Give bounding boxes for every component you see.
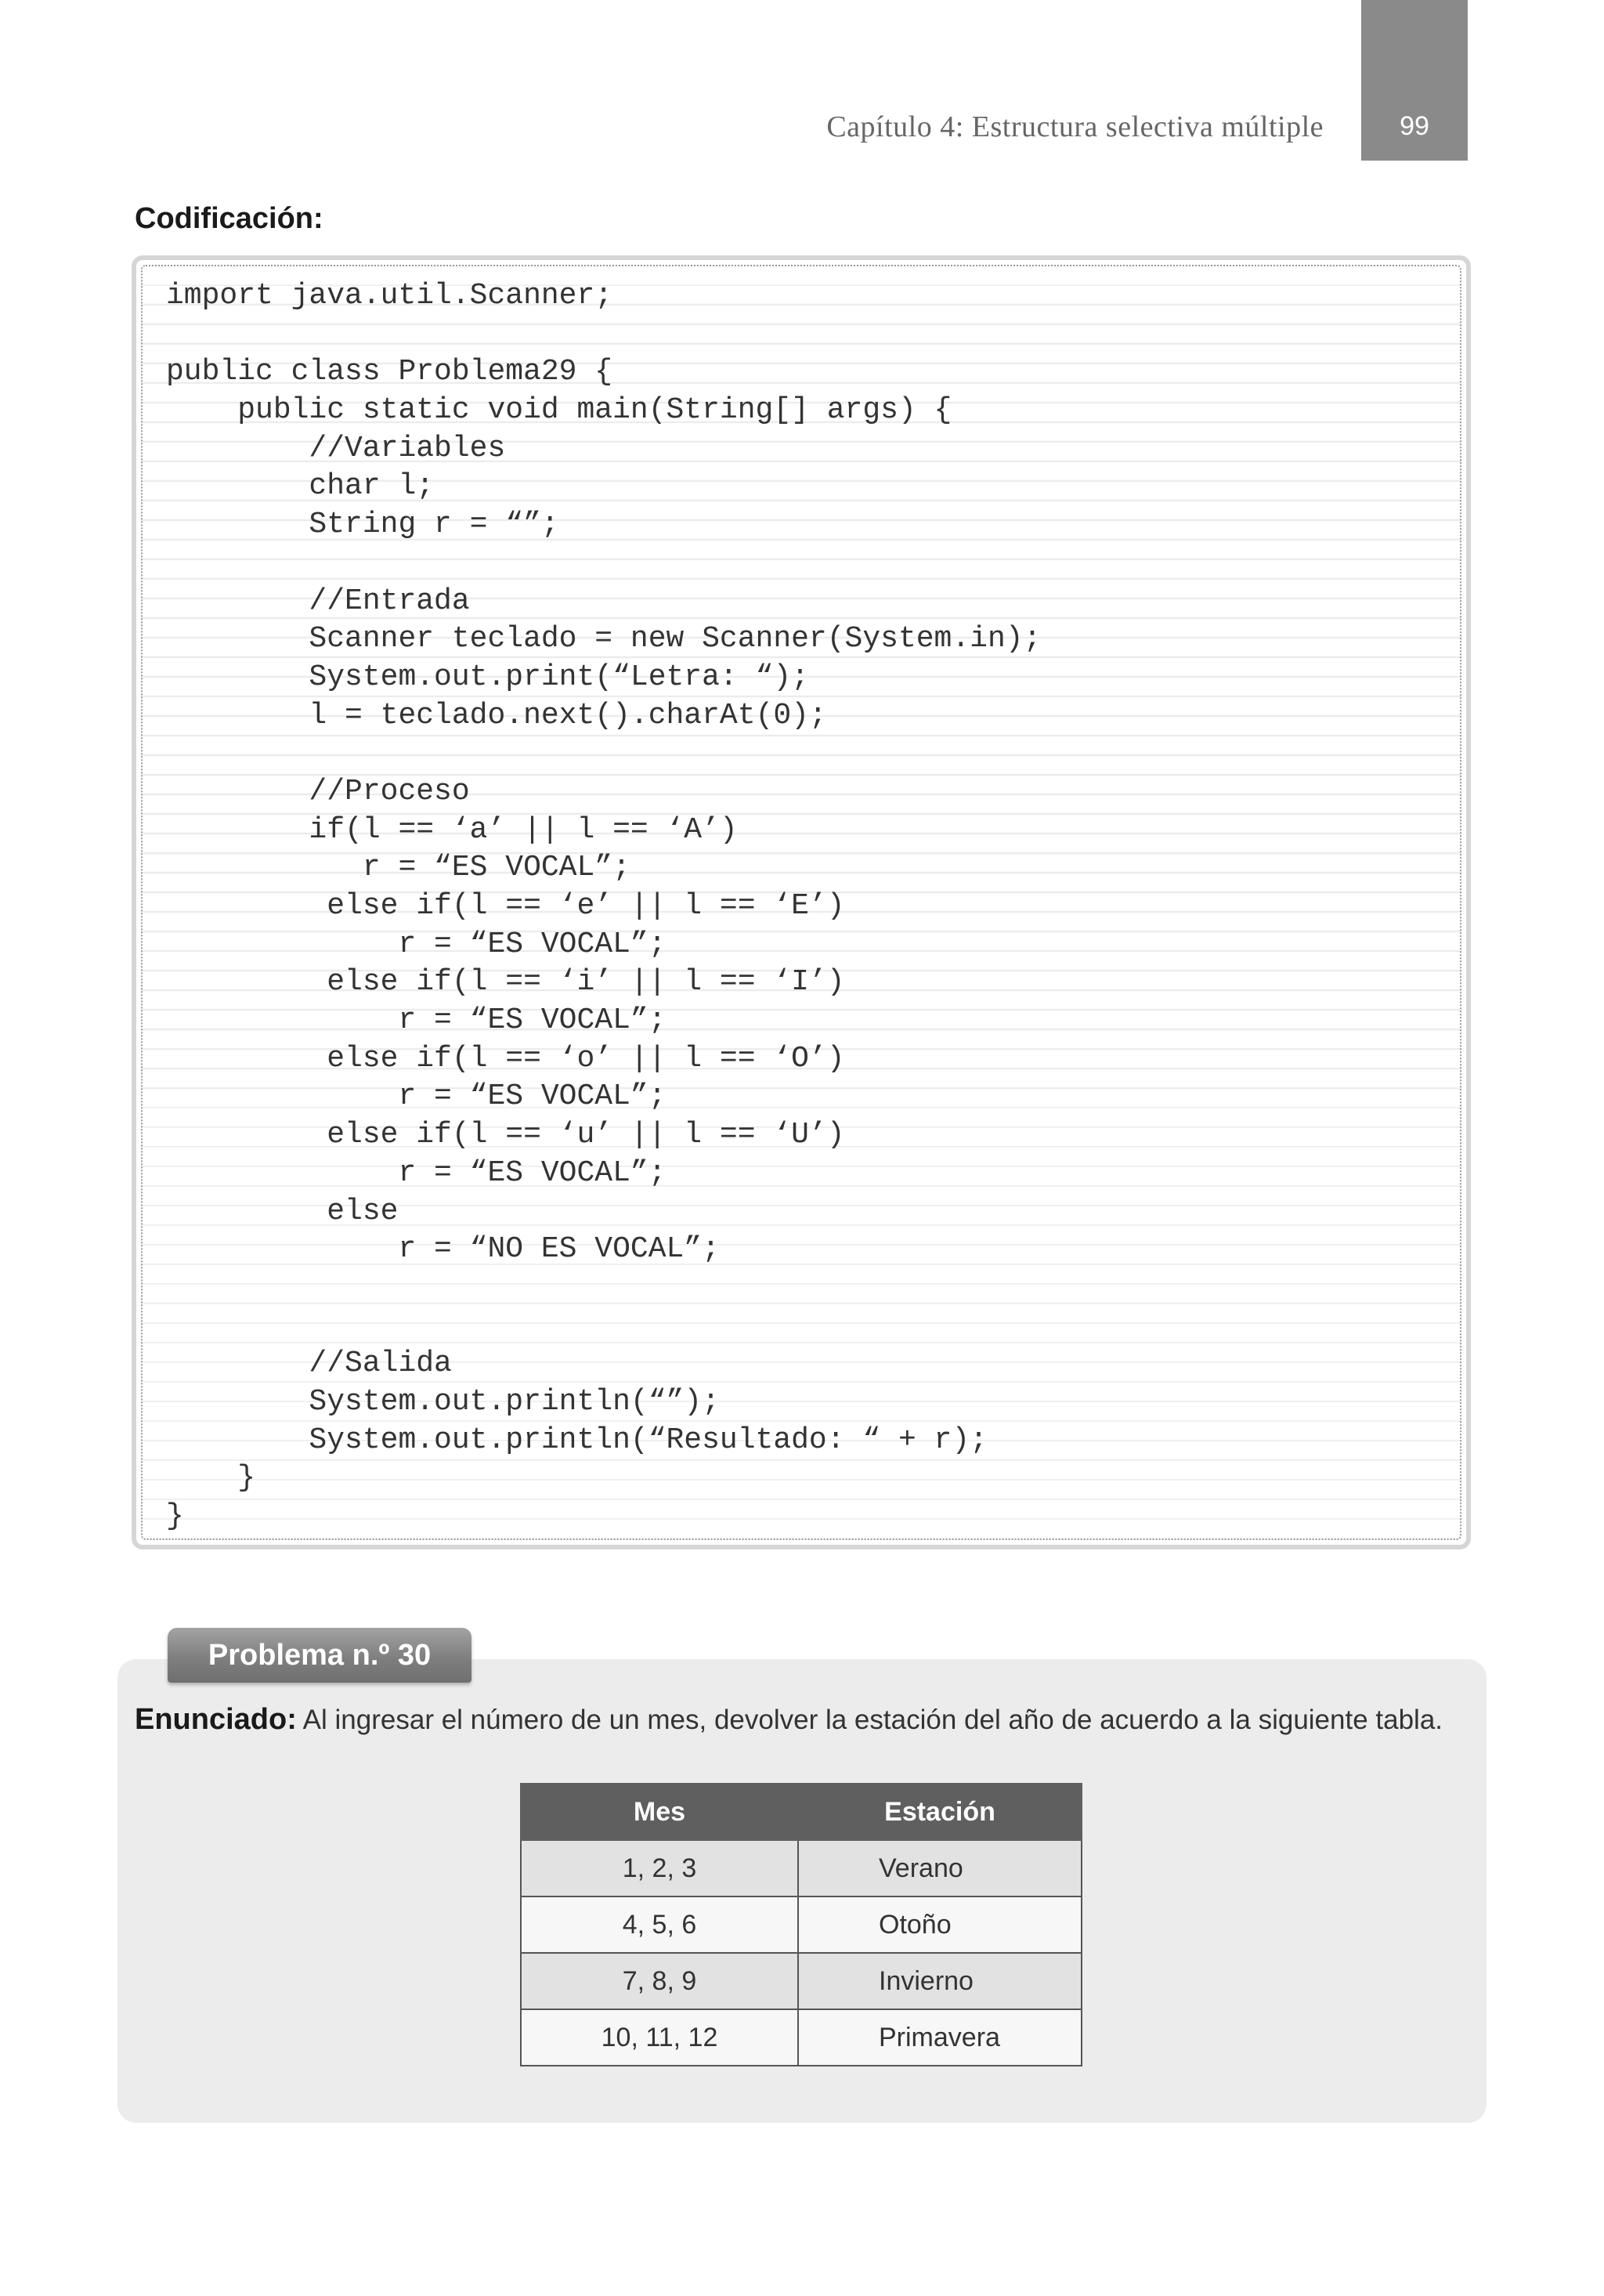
code-line: public class Problema29 {	[166, 355, 613, 389]
code-line: import java.util.Scanner;	[166, 279, 613, 313]
code-line: }	[166, 1461, 256, 1495]
code-line: else if(l == ‘u’ || l == ‘U’)	[166, 1118, 845, 1152]
problem-statement	[135, 1703, 1443, 1737]
code-line: r = “ES VOCAL”;	[166, 1155, 667, 1190]
code-line	[166, 1307, 1041, 1346]
code-line	[166, 544, 1041, 583]
code-line: else	[166, 1194, 399, 1228]
code-line: else if(l == ‘e’ || l == ‘E’)	[166, 889, 845, 923]
code-line: r = “ES VOCAL”;	[166, 927, 667, 961]
code-line: System.out.print(“Letra: “);	[166, 660, 809, 694]
cell-estacion: Otoño	[798, 1896, 1082, 1953]
page-number: 99	[1400, 111, 1429, 141]
table-row	[521, 1896, 1082, 1953]
code-line: r = “NO ES VOCAL”;	[166, 1232, 720, 1267]
table-header-row	[521, 1784, 1082, 1840]
code-line: if(l == ‘a’ || l == ‘A’)	[166, 812, 738, 847]
cell-estacion: Invierno	[798, 1953, 1082, 2009]
code-line: System.out.println(“Resultado: “ + r);	[166, 1423, 988, 1457]
column-header-mes: Mes	[521, 1784, 798, 1840]
code-line: r = “ES VOCAL”;	[166, 851, 630, 885]
code-line: Scanner teclado = new Scanner(System.in);	[166, 622, 1042, 656]
statement-text: Al ingresar el número de un mes, devolver la estación del año de acuerdo a la siguiente tabla.	[296, 1705, 1443, 1735]
season-table	[520, 1783, 1082, 2066]
code-line: System.out.println(“”);	[166, 1384, 720, 1419]
code-line	[166, 1269, 1041, 1307]
column-header-estacion: Estación	[798, 1784, 1082, 1840]
code-line: //Entrada	[166, 584, 470, 618]
problem-badge: Problema n.º 30	[168, 1628, 471, 1683]
table-row	[521, 2009, 1082, 2066]
table-body	[521, 1840, 1082, 2066]
cell-mes: 10, 11, 12	[521, 2009, 798, 2066]
code-line: r = “ES VOCAL”;	[166, 1003, 667, 1038]
code-line: //Salida	[166, 1347, 452, 1381]
code-line: r = “ES VOCAL”;	[166, 1079, 667, 1114]
cell-mes: 7, 8, 9	[521, 1953, 798, 2009]
code-line: l = teclado.next().charAt(0);	[166, 698, 827, 732]
code-line	[166, 735, 1041, 773]
statement-label: Enunciado:	[135, 1703, 297, 1736]
code-listing-frame	[141, 265, 1461, 1540]
cell-estacion: Primavera	[798, 2009, 1082, 2066]
code-line: //Variables	[166, 431, 506, 465]
code-line: //Proceso	[166, 774, 470, 808]
code-listing	[166, 277, 1041, 1536]
table-row	[521, 1953, 1082, 2009]
code-line: else if(l == ‘i’ || l == ‘I’)	[166, 965, 845, 1000]
chapter-header: Capítulo 4: Estructura selectiva múltiple	[826, 110, 1324, 143]
code-line: else if(l == ‘o’ || l == ‘O’)	[166, 1041, 845, 1076]
table-row	[521, 1840, 1082, 1896]
cell-mes: 1, 2, 3	[521, 1840, 798, 1896]
code-line: public static void main(String[] args) {	[166, 393, 952, 428]
section-title: Codificación:	[135, 202, 323, 235]
cell-mes: 4, 5, 6	[521, 1896, 798, 1953]
code-line: }	[166, 1499, 184, 1533]
code-line: char l;	[166, 469, 435, 504]
code-line	[166, 316, 1041, 354]
code-listing-box	[132, 255, 1471, 1549]
cell-estacion: Verano	[798, 1840, 1082, 1896]
code-line: String r = “”;	[166, 508, 559, 542]
